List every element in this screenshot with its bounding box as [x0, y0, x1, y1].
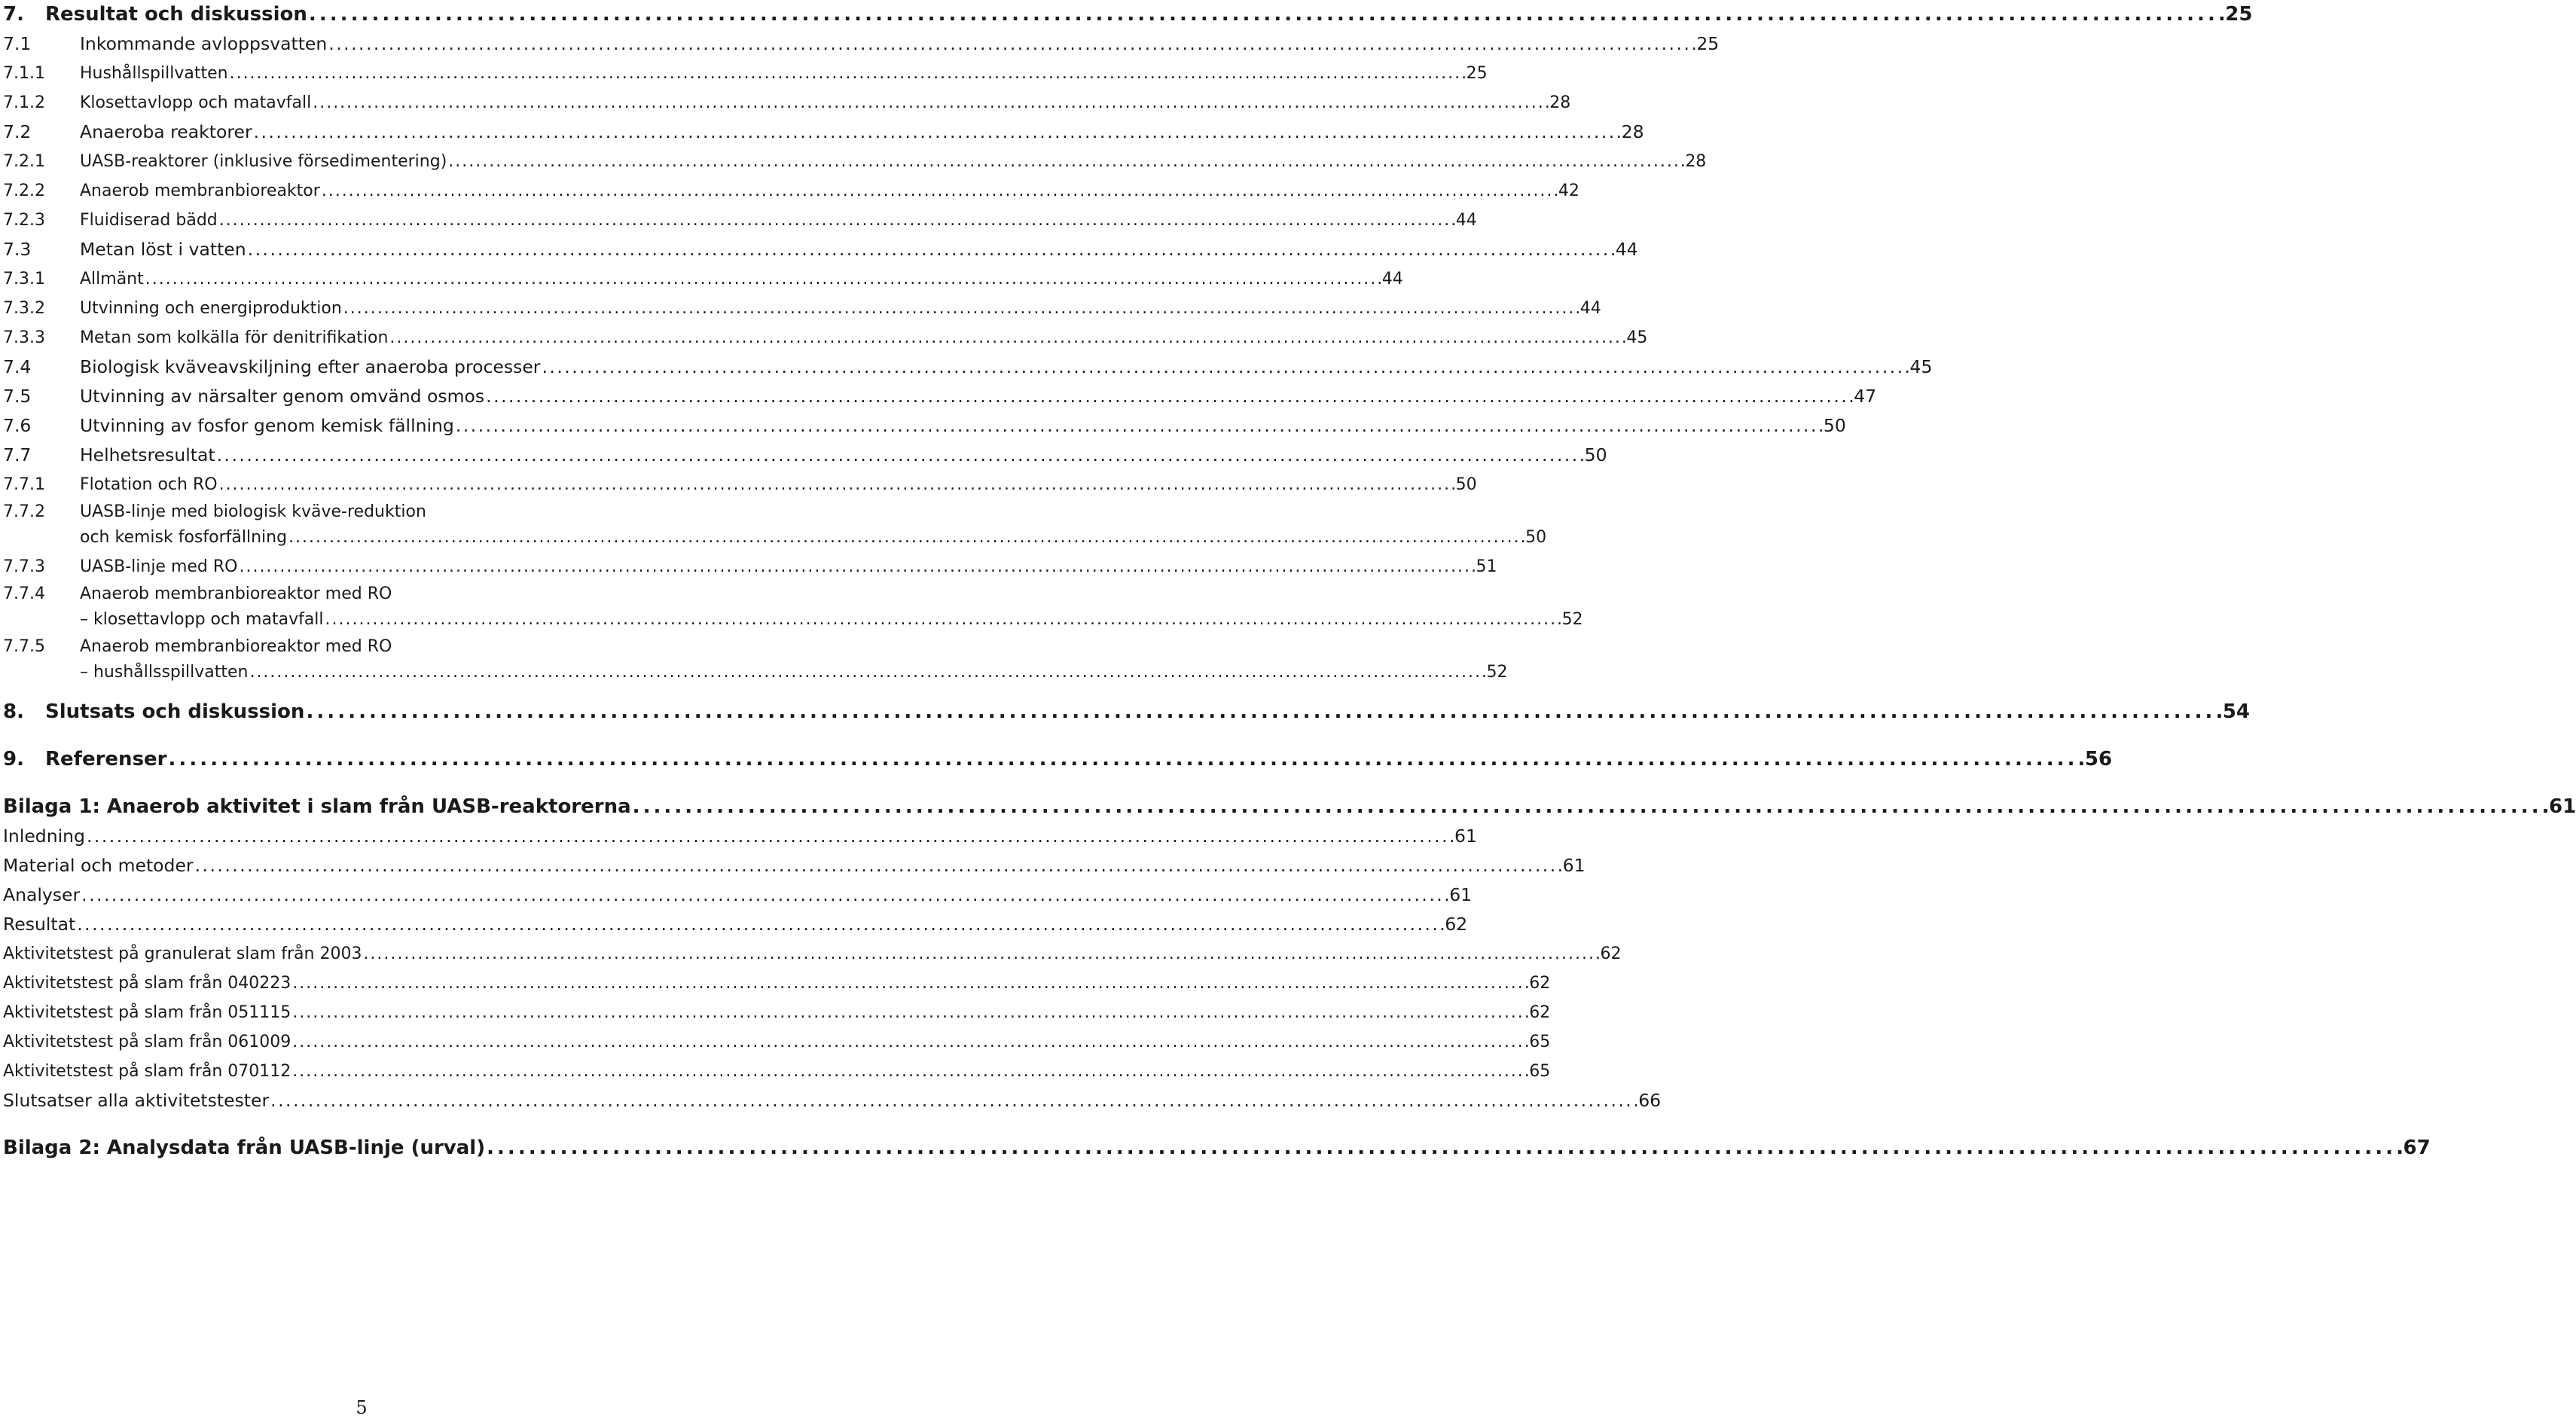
toc-title: Biologisk kväveavskiljning efter anaeroba processer [80, 356, 541, 377]
toc-leader [313, 88, 1548, 117]
toc-leader [325, 606, 1561, 633]
toc-leader [239, 552, 1474, 581]
toc-leader [219, 470, 1454, 499]
toc-title: Klosettavlopp och matavfall [80, 93, 312, 112]
toc-number: 7. [3, 3, 24, 26]
toc-leader [389, 323, 1625, 352]
toc-page: 25 [1466, 64, 1488, 83]
toc-entry-7-7-2[interactable] [3, 499, 1547, 552]
toc-page: 61 [1454, 825, 1477, 847]
toc-leader [230, 59, 1465, 88]
toc-leader [633, 792, 2547, 822]
toc-number: 7.4 [3, 356, 32, 377]
toc-leader [87, 822, 1453, 851]
toc-entry-slutsatser[interactable] [3, 1086, 1662, 1115]
toc-leader [169, 745, 2083, 774]
toc-number: 7.2.2 [3, 182, 45, 200]
toc-entry-7-3-3[interactable] [3, 323, 1648, 352]
toc-entry-7-6[interactable] [3, 411, 1846, 441]
toc-leader [343, 294, 1579, 323]
toc-page: 50 [1525, 528, 1547, 547]
toc-leader [542, 352, 1908, 382]
toc-title-block [80, 634, 1507, 685]
toc-leader [288, 524, 1524, 551]
toc-page: 54 [2222, 700, 2251, 723]
toc-leader [292, 969, 1528, 998]
toc-entry-7-7-4[interactable] [3, 581, 1583, 634]
table-of-contents [3, 0, 2576, 1163]
toc-page: 52 [1561, 610, 1583, 629]
toc-number: 7.3.3 [3, 328, 45, 347]
toc-page: 44 [1381, 270, 1403, 288]
spacer [3, 774, 719, 792]
toc-title: Metan som kolkälla för denitrifikation [80, 328, 389, 347]
toc-leader [487, 1134, 2401, 1163]
toc-page: 62 [1529, 1003, 1551, 1022]
toc-entry-7-1-2[interactable] [3, 88, 1571, 117]
toc-page: 25 [1696, 33, 1720, 54]
toc-number: 7.1 [3, 33, 32, 54]
toc-title: Bilaga 1: Anaerob aktivitet i slam från UASB-reaktorerna [3, 795, 631, 818]
toc-entry-7-2-3[interactable] [3, 206, 1477, 235]
toc-page: 65 [1529, 1033, 1551, 1051]
toc-title: Resultat och diskussion [45, 3, 307, 26]
toc-title: Aktivitetstest på granulerat slam från 2003 [3, 944, 362, 963]
toc-page: 47 [1854, 386, 1877, 407]
toc-title: Flotation och RO [80, 475, 218, 494]
toc-leader [456, 411, 1822, 441]
toc-leader [254, 117, 1620, 147]
spacer [3, 1115, 719, 1134]
toc-leader [306, 697, 2220, 727]
toc-entry-7-4[interactable] [3, 352, 1933, 382]
toc-page: 62 [1600, 944, 1622, 963]
toc-page: 65 [1529, 1062, 1551, 1081]
toc-number: 7.7 [3, 444, 32, 465]
toc-entry-7-7-3[interactable] [3, 552, 1497, 581]
toc-page: 50 [1455, 475, 1477, 494]
toc-page: 45 [1909, 356, 1933, 377]
toc-leader [270, 1086, 1637, 1115]
toc-entry-material[interactable] [3, 851, 1586, 880]
toc-page: 44 [1615, 239, 1638, 260]
toc-leader [249, 659, 1485, 685]
toc-entry-7-2-1[interactable] [3, 147, 1707, 176]
toc-title: Allmänt [80, 270, 144, 288]
toc-title: Anaeroba reaktorer [80, 121, 252, 142]
toc-title: Aktivitetstest på slam från 061009 [3, 1033, 291, 1051]
toc-page: 50 [1584, 444, 1607, 465]
toc-entry-7-1-1[interactable] [3, 59, 1488, 88]
toc-title: Slutsats och diskussion [45, 700, 305, 723]
toc-page: 62 [1445, 914, 1468, 935]
toc-leader [217, 441, 1583, 470]
toc-leader [322, 176, 1557, 206]
toc-page: 66 [1638, 1090, 1662, 1111]
spacer [3, 687, 719, 697]
toc-page: 56 [2084, 748, 2113, 771]
toc-number: 7.5 [3, 386, 32, 407]
toc-page: 28 [1621, 121, 1644, 142]
toc-page: 45 [1626, 328, 1648, 347]
page-number: 5 [356, 1397, 368, 1418]
toc-page: 62 [1529, 974, 1551, 993]
toc-entry-7-5[interactable] [3, 382, 1877, 411]
toc-title-block [80, 499, 1546, 551]
toc-entry-7-3-1[interactable] [3, 264, 1403, 294]
toc-leader [292, 1057, 1528, 1086]
toc-title-line1: UASB-linje med biologisk kväve-reduktion [80, 502, 426, 521]
toc-leader [77, 910, 1443, 939]
toc-page: 52 [1486, 663, 1508, 682]
toc-title: Bilaga 2: Analysdata från UASB-linje (urval) [3, 1137, 486, 1159]
toc-number: 7.3.2 [3, 299, 45, 318]
toc-number: 7.7.1 [3, 475, 45, 494]
toc-entry-inledning[interactable] [3, 822, 1477, 851]
toc-page: 50 [1823, 415, 1846, 436]
toc-title: Referenser [45, 748, 167, 771]
toc-number: 7.1.1 [3, 64, 45, 83]
toc-entry-resultat[interactable] [3, 910, 1468, 939]
toc-leader [81, 880, 1448, 910]
toc-title: Fluidiserad bädd [80, 211, 218, 230]
toc-leader [328, 29, 1695, 59]
toc-entry-7-3-2[interactable] [3, 294, 1601, 323]
toc-leader [309, 0, 2223, 29]
toc-title: Inkommande avloppsvatten [80, 33, 328, 54]
toc-title: UASB-reaktorer (inklusive försedimentering) [80, 152, 447, 171]
toc-entry-test-040223[interactable] [3, 969, 1551, 998]
toc-leader [195, 851, 1561, 880]
toc-page: 44 [1579, 299, 1601, 318]
toc-leader [248, 235, 1614, 264]
toc-page: 28 [1685, 152, 1707, 171]
toc-number: 7.2 [3, 121, 32, 142]
toc-title-line2-row [80, 524, 1546, 551]
toc-title: Metan löst i vatten [80, 239, 246, 260]
toc-entry-7-3[interactable] [3, 235, 1638, 264]
toc-leader [448, 147, 1683, 176]
toc-leader [292, 1027, 1528, 1057]
toc-entry-7-2-2[interactable] [3, 176, 1579, 206]
toc-leader [219, 206, 1454, 235]
toc-page: 67 [2403, 1137, 2431, 1159]
toc-title-line2: och kemisk fosforfällning [80, 528, 288, 547]
toc-title: Helhetsresultat [80, 444, 215, 465]
toc-title: Aktivitetstest på slam från 040223 [3, 974, 291, 993]
toc-entry-test-061009[interactable] [3, 1027, 1551, 1057]
toc-title-line1: Anaerob membranbioreaktor med RO [80, 584, 392, 603]
toc-title: Resultat [3, 914, 76, 935]
toc-title: Utvinning och energiproduktion [80, 299, 342, 318]
toc-leader [145, 264, 1381, 294]
toc-entry-analyser[interactable] [3, 880, 1473, 910]
toc-title-line2-row [80, 606, 1583, 633]
toc-title: Inledning [3, 825, 85, 847]
toc-title: Anaerob membranbioreaktor [80, 182, 320, 200]
toc-title: Hushållspillvatten [80, 64, 228, 83]
toc-entry-7-7[interactable] [3, 441, 1607, 470]
toc-title: Material och metoder [3, 855, 194, 876]
toc-title: UASB-linje med RO [80, 557, 238, 576]
toc-title: Utvinning av fosfor genom kemisk fällning [80, 415, 454, 436]
toc-number: 7.6 [3, 415, 32, 436]
toc-title: Aktivitetstest på slam från 051115 [3, 1003, 291, 1022]
toc-number: 7.2.1 [3, 152, 45, 171]
toc-number: 9. [3, 748, 24, 771]
toc-entry-bilaga-1[interactable] [3, 792, 2576, 822]
toc-title-line1: Anaerob membranbioreaktor med RO [80, 637, 392, 656]
toc-number: 7.3 [3, 239, 32, 260]
toc-number: 7.2.3 [3, 211, 45, 230]
toc-number: 8. [3, 700, 24, 723]
toc-title-line2: – hushållsspillvatten [80, 663, 249, 682]
toc-leader [486, 382, 1852, 411]
toc-page: 51 [1476, 557, 1497, 576]
toc-number: 7.7.4 [3, 584, 45, 603]
toc-title: Utvinning av närsalter genom omvänd osmos [80, 386, 485, 407]
spacer [3, 727, 719, 745]
toc-entry-7-1[interactable] [3, 29, 1720, 59]
toc-title-line2: – klosettavlopp och matavfall [80, 610, 324, 629]
toc-page: 28 [1549, 93, 1571, 112]
toc-page: 44 [1455, 211, 1477, 230]
toc-entry-7-2[interactable] [3, 117, 1644, 147]
toc-title-block [80, 581, 1583, 633]
toc-number: 7.7.3 [3, 557, 45, 576]
toc-entry-test-2003[interactable] [3, 939, 1622, 969]
toc-page: 25 [2225, 3, 2253, 26]
toc-page: 61 [2549, 795, 2576, 818]
toc-entry-7[interactable] [3, 0, 2253, 29]
toc-title: Analyser [3, 884, 81, 905]
toc-page: 61 [1562, 855, 1586, 876]
toc-title-line2-row [80, 659, 1507, 685]
toc-entry-8[interactable] [3, 697, 2251, 727]
toc-number: 7.3.1 [3, 270, 45, 288]
toc-entry-bilaga-2[interactable] [3, 1134, 2431, 1163]
toc-entry-7-7-5[interactable] [3, 634, 1508, 687]
toc-title: Slutsatser alla aktivitetstester [3, 1090, 270, 1111]
toc-entry-test-070112[interactable] [3, 1057, 1551, 1086]
toc-page: 61 [1449, 884, 1473, 905]
toc-leader [363, 939, 1598, 969]
toc-entry-9[interactable] [3, 745, 2113, 774]
toc-number: 7.1.2 [3, 93, 45, 112]
toc-entry-test-051115[interactable] [3, 998, 1551, 1027]
toc-number: 7.7.5 [3, 637, 45, 656]
toc-number: 7.7.2 [3, 502, 45, 521]
toc-entry-7-7-1[interactable] [3, 470, 1477, 499]
toc-leader [292, 998, 1528, 1027]
toc-title: Aktivitetstest på slam från 070112 [3, 1062, 291, 1081]
toc-page: 42 [1558, 182, 1579, 200]
